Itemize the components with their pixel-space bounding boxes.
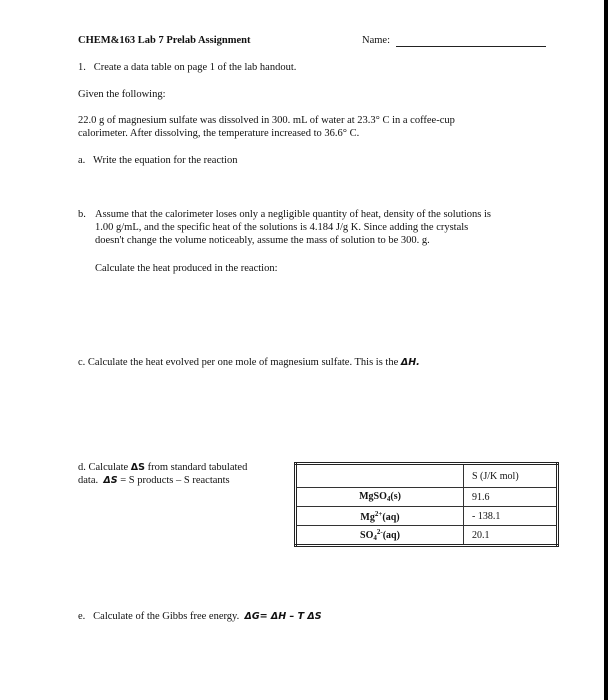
- table-header-empty: [296, 464, 464, 488]
- table-cell-value: - 138.1: [464, 507, 558, 526]
- question-c: [78, 356, 420, 369]
- table-cell-formula: $SO_4^{2-}(aq)$: [296, 526, 464, 546]
- question-1-number: 1.: [78, 62, 86, 73]
- question-e: [78, 610, 322, 623]
- question-1: [78, 61, 296, 74]
- table-row: [296, 488, 558, 507]
- question-a-text: Write the equation for the reaction: [92, 155, 238, 166]
- problem-line-2: calorimeter. After dissolving, the temperature increased to 36.6° C.: [78, 128, 360, 139]
- delta-s-symbol-2: ΔS: [103, 475, 118, 486]
- question-b-line-3: doesn't change the volume noticeably, assume the mass of solution to be 300. g.: [95, 235, 430, 246]
- question-d-line2-suffix: = S products – S reactants: [120, 475, 230, 486]
- name-blank-line: [396, 46, 546, 47]
- question-e-text: Calculate of the Gibbs free energy.: [93, 611, 240, 622]
- gibbs-equation: ΔG= ΔH – T ΔS: [244, 611, 322, 622]
- question-a: [78, 154, 237, 167]
- question-b-line-2: 1.00 g/mL, and the specific heat of the solutions is 4.184 J/g K. Since adding the crystals: [95, 222, 469, 233]
- calculate-heat-prompt: Calculate the heat produced in the reaction:: [95, 263, 278, 274]
- delta-h-symbol: ΔH.: [400, 357, 420, 368]
- question-a-letter: a.: [78, 155, 86, 166]
- entropy-table: [294, 462, 559, 547]
- question-d-suffix: from standard tabulated: [147, 462, 248, 473]
- table-cell-value: 91.6: [464, 488, 558, 507]
- question-1-text: Create a data table on page 1 of the lab handout.: [93, 62, 297, 73]
- question-d-prefix: d. Calculate: [78, 462, 129, 473]
- problem-statement: [78, 114, 455, 140]
- question-d: [78, 461, 247, 487]
- question-c-text: c. Calculate the heat evolved per one mole of magnesium sulfate. This is the: [78, 357, 399, 368]
- question-d-line2-prefix: data.: [78, 475, 99, 486]
- question-e-letter: e.: [78, 611, 86, 622]
- page-title: CHEM&163 Lab 7 Prelab Assignment: [78, 35, 251, 46]
- table-cell-value: 20.1: [464, 526, 558, 546]
- question-b-line-1: Assume that the calorimeter loses only a negligible quantity of heat, density of the solutions is: [95, 209, 492, 220]
- table-cell-formula: $Mg^{2+}(aq)$: [296, 507, 464, 526]
- question-b: [78, 208, 491, 247]
- table-row: [296, 507, 558, 526]
- question-b-letter: b.: [78, 209, 86, 220]
- table-cell-formula: MgSO$_4$(s): [296, 488, 464, 507]
- table-header-cell: S (J/K mol): [464, 464, 558, 488]
- page-edge-bar: [604, 0, 608, 700]
- table-header-row: [296, 464, 558, 488]
- name-label: Name:: [362, 35, 390, 46]
- delta-s-symbol: ΔS: [130, 462, 145, 473]
- problem-line-1: 22.0 g of magnesium sulfate was dissolved in 300. mL of water at 23.3° C in a coffee-cup: [78, 115, 455, 126]
- table-row: [296, 526, 558, 546]
- given-heading: Given the following:: [78, 89, 166, 100]
